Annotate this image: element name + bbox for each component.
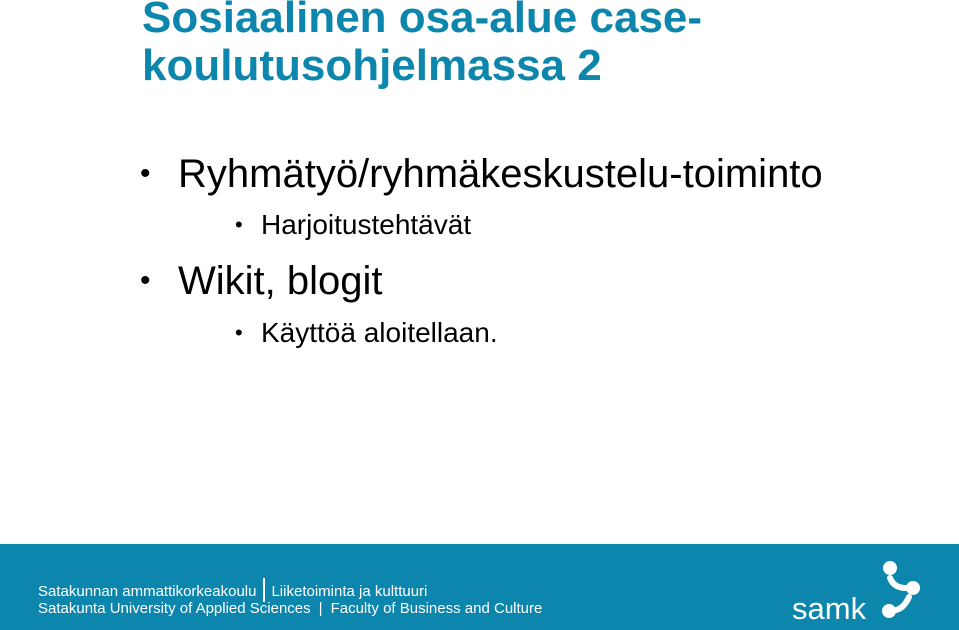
footer-faculty-en: Faculty of Business and Culture (330, 600, 543, 617)
footer-separator-pipe: | (318, 600, 323, 617)
slide-title: Sosiaalinen osa-alue case-koulutusohjelmassa 2 (142, 0, 703, 90)
footer-school-name-fi: Satakunnan ammattikorkeakoulu (38, 583, 257, 600)
footer-separator-bar (263, 578, 265, 602)
bullet-text: Ryhmätyö/ryhmäkeskustelu-toiminto (178, 152, 823, 196)
footer-line-english (38, 600, 542, 618)
footer-line-finnish (38, 578, 427, 602)
bullet-dot: • (235, 212, 243, 237)
footer-bar (0, 544, 959, 630)
bullet-item-exercises (235, 209, 472, 241)
bullet-text: Wikit, blogit (178, 259, 383, 303)
footer-faculty-fi: Liiketoiminta ja kulttuuri (271, 583, 428, 600)
footer-school-name-en: Satakunta University of Applied Sciences (38, 600, 311, 617)
bullet-dot: • (140, 264, 151, 297)
bullet-item-wikis-blogs (140, 259, 383, 303)
samk-logo-dots-icon (876, 558, 926, 622)
bullet-text: Harjoitustehtävät (261, 209, 472, 240)
bullet-dot: • (235, 320, 243, 345)
bullet-item-groupwork (140, 152, 823, 196)
samk-logo-text: samk (792, 591, 867, 626)
bullet-dot: • (140, 157, 151, 190)
samk-logo (792, 558, 932, 626)
bullet-item-usage-starting (235, 317, 498, 349)
bullet-text: Käyttöä aloitellaan. (261, 317, 498, 348)
